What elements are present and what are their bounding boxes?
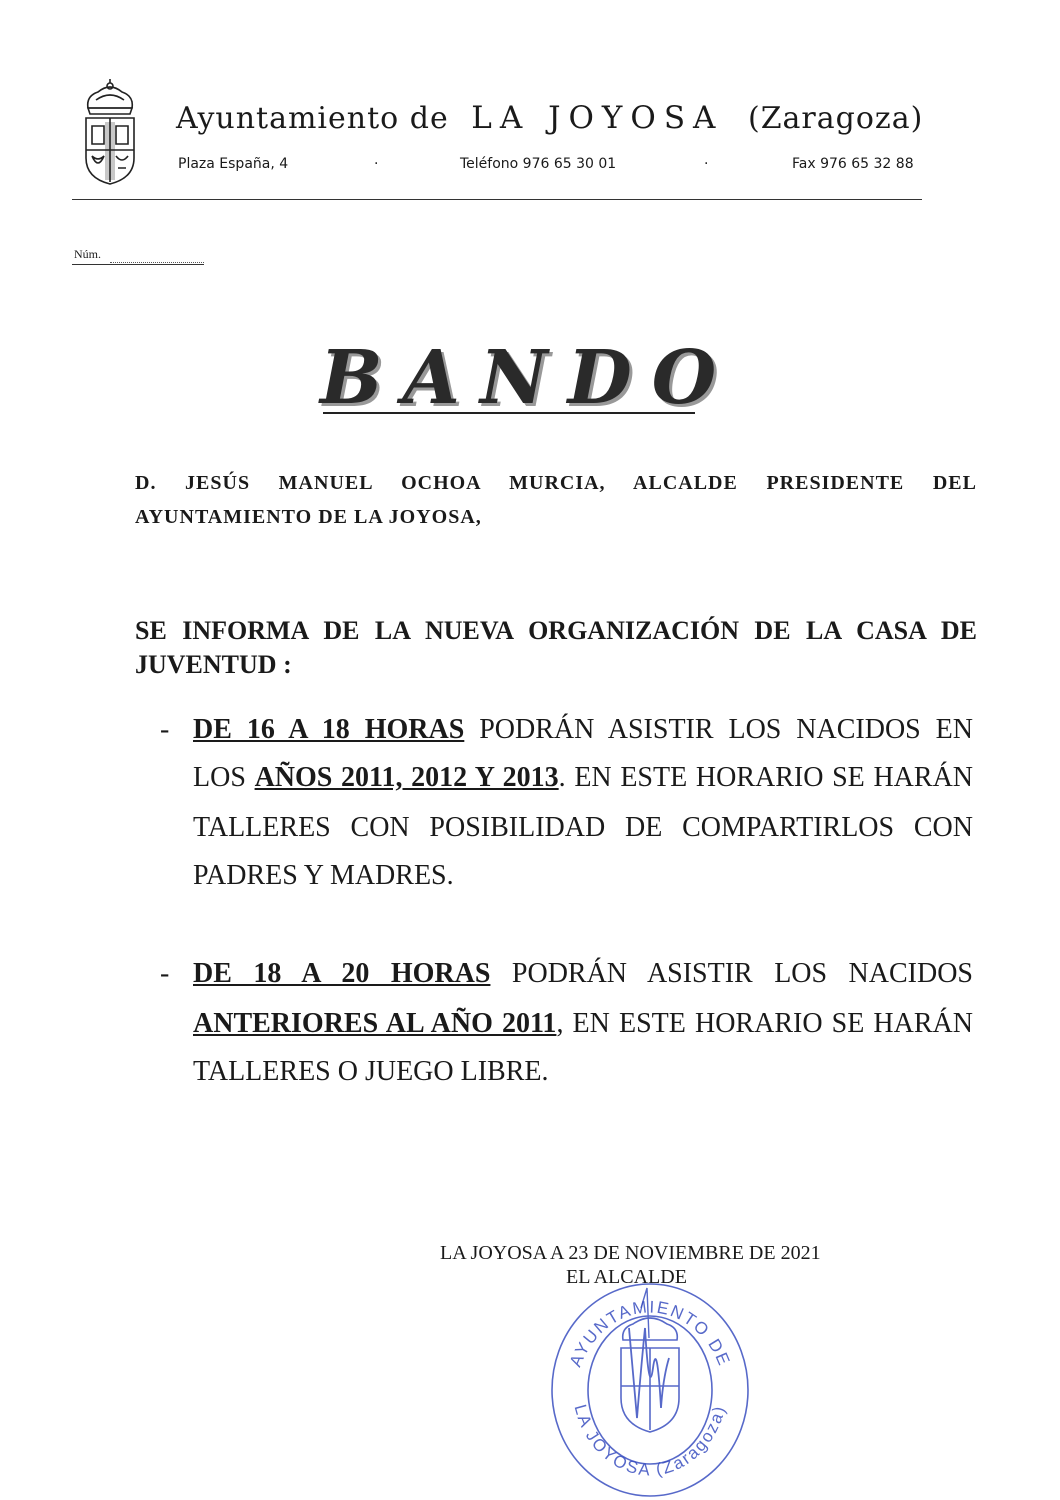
fax-text: Fax 976 65 32 88 <box>792 156 914 172</box>
item-1-line-2-text: . EN ESTE HORARIO SE HARÁN <box>558 762 974 793</box>
coat-of-arms-icon <box>78 78 142 186</box>
organization-name <box>176 100 936 144</box>
item-2-line-2 <box>193 1008 973 1040</box>
item-1-line-3: TALLERES CON POSIBILIDAD DE COMPARTIRLOS CON <box>193 812 973 843</box>
item-1-line-2 <box>193 762 973 794</box>
item-2-line-1-text: PODRÁN ASISTIR LOS NACIDOS <box>490 958 973 989</box>
item-1-line-4: PADRES Y MADRES. <box>193 860 454 891</box>
separator-dot: · <box>704 156 709 172</box>
place-and-date: LA JOYOSA A 23 DE NOVIEMBRE DE 2021 <box>440 1242 821 1264</box>
separator-dot: · <box>374 156 379 172</box>
item-2-line-3: TALLERES O JUEGO LIBRE. <box>193 1056 549 1087</box>
organization-prefix: Ayuntamiento de <box>176 101 449 136</box>
item-1-line-2-prefix: LOS <box>193 762 255 793</box>
stamp-text-top: AYUNTAMIENTO DE <box>565 1297 735 1370</box>
item-1-line-1 <box>193 714 973 746</box>
number-underline <box>72 264 204 265</box>
official-seal-icon <box>545 1268 755 1500</box>
item-1-time-range: DE 16 A 18 HORAS <box>193 714 465 745</box>
bullet-dash: - <box>160 714 170 745</box>
document-title: BANDO <box>320 335 737 421</box>
item-2-line-1 <box>193 958 973 990</box>
bullet-dash: - <box>160 958 170 989</box>
item-1-line-1-text: PODRÁN ASISTIR LOS NACIDOS EN <box>464 714 973 745</box>
item-1-years: AÑOS 2011, 2012 Y 2013 <box>254 762 559 793</box>
item-2-line-2-text: , EN ESTE HORARIO SE HARÁN <box>556 1008 973 1039</box>
intro-line-2: AYUNTAMIENTO DE LA JOYOSA, <box>135 506 482 528</box>
address-text: Plaza España, 4 <box>178 156 289 172</box>
number-field-dots <box>110 262 204 263</box>
signer-title: EL ALCALDE <box>566 1266 687 1288</box>
subject-line-2: JUVENTUD : <box>135 650 292 679</box>
item-2-time-range: DE 18 A 20 HORAS <box>193 958 491 989</box>
organization-town: LA JOYOSA <box>471 100 724 136</box>
header-divider <box>72 199 922 200</box>
phone-text: Teléfono 976 65 30 01 <box>460 156 617 172</box>
subject-line-1: SE INFORMA DE LA NUEVA ORGANIZACIÓN DE LA CASA DE <box>135 616 977 645</box>
intro-line-1: D. JESÚS MANUEL OCHOA MURCIA, ALCALDE PRESIDENTE DEL <box>135 472 977 494</box>
number-label: Núm. <box>74 247 101 261</box>
title-underline <box>323 412 695 414</box>
organization-region: (Zaragoza) <box>748 101 924 136</box>
item-2-years: ANTERIORES AL AÑO 2011 <box>193 1008 557 1039</box>
stamp-text-bottom: LA JOYOSA (Zaragoza) <box>570 1402 730 1480</box>
